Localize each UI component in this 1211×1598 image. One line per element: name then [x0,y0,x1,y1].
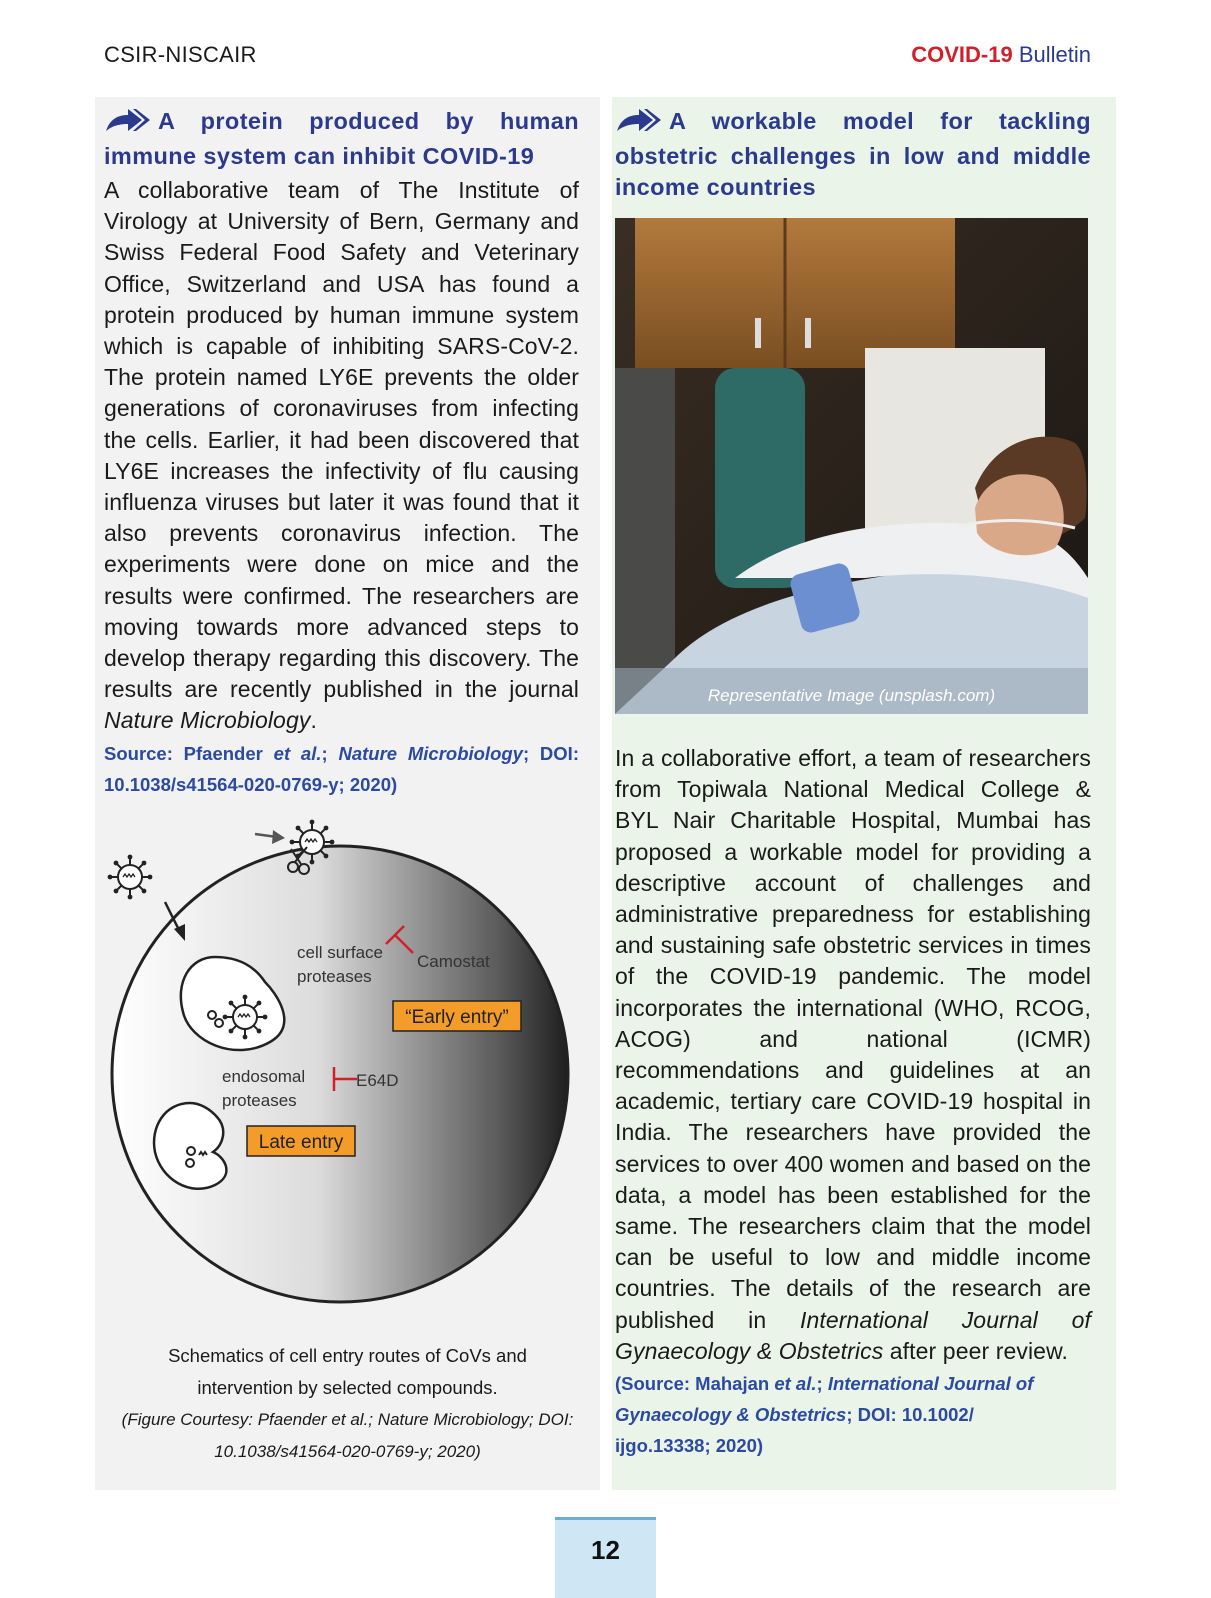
bulletin-covid-label: COVID-19 [911,42,1013,67]
label-endosomal-proteases: proteases [222,1091,297,1110]
left-body-text: A collaborative team of The Institute of Virology at University of Bern, Germany and Swiss Federal Food Safety and Veterinary Office, Switzerland and USA has found a protein produced by human immune system which is capable of inhibiting SARS-CoV-2. The protein named LY6E prevents the older generations of coronaviruses from infecting the cells. Earlier, it had been discovered that LY6E increases the infectivity of flu causing influenza viruses but later it was found that it also prevents coronavirus infection. The experiments were done on mice and the results were confirmed. The researchers are moving towards more advanced steps to develop therapy regarding this discovery. The results are recently published in the journal [104,177,579,703]
right-source-prefix: (Source: Mahajan [615,1373,775,1395]
arrow-icon [615,107,663,141]
left-source-sep: ; [321,742,339,764]
left-source-doi: ; DOI: 10.1038/s41564-020-0769-y; 2020) [104,742,579,795]
label-cell-surface: cell surface [297,943,383,962]
virus-icon [223,995,268,1040]
label-e64d: E64D [356,1071,399,1090]
left-body-journal: Nature Microbiology [104,707,311,734]
bulletin-label: Bulletin [1018,42,1091,67]
right-body-end: after peer review. [883,1337,1069,1364]
hospital-photo [615,218,1088,714]
right-article-heading [615,106,1091,203]
right-article [615,743,1091,1461]
right-source-sep: ; [816,1373,828,1395]
right-source-journal: International Journal of Gynaecology & Obstetrics [615,1373,1034,1426]
right-body-journal: International Journal of Gynaecology & Obstetrics [615,1306,1091,1364]
right-article-source [615,1368,1065,1461]
left-article [104,106,579,800]
right-body-text: In a collaborative effort, a team of researchers from Topiwala National Medical College & BYL Nair Charitable Hospital, Mumbai has proposed a workable model for providing a descriptive account of challenges and administrative preparedness for establishing and sustaining safe obstetric services in times of the COVID-19 pandemic. The model incorporates the international (WHO, RCOG, ACOG) and national (ICMR) recommendations and guidelines at an academic, tertiary care COVID-19 hospital in India. The researchers have provided the services to over 400 women and based on the data, a model has been established for the same. The researchers claim that the model can be useful to low and middle income countries. The details of the research are published in [615,745,1091,1333]
right-source-etal: et al. [774,1373,817,1395]
virus-icon [108,855,153,900]
left-source-journal: Nature Microbiology [338,742,523,764]
label-early-entry: “Early entry” [405,1007,509,1028]
page-number: 12 [555,1517,656,1598]
left-article-title: A protein produced by human immune system can inhibit COVID-19 [104,108,579,169]
left-article-heading [104,106,579,172]
right-article-panel [612,97,1116,1490]
label-endosomal: endosomal [222,1067,306,1086]
right-article-title: A workable model for tackling obstetric challenges in low and middle income countries [615,108,1091,200]
hospital-photo-illustration [615,218,1088,714]
left-source-prefix: Source: Pfaender [104,742,274,764]
arrow-icon [104,107,152,141]
right-article-body [615,743,1091,1367]
left-article-panel [95,97,600,1490]
left-article-body [104,175,579,737]
photo-caption: Representative Image (unsplash.com) [707,686,996,705]
label-proteases: proteases [297,967,372,986]
left-body-end: . [310,707,317,734]
caption-line-1: Schematics of cell entry routes of CoVs and [168,1345,527,1366]
caption-line-2: intervention by selected compounds. [197,1377,498,1398]
caption-courtesy-2: 10.1038/s41564-020-0769-y; 2020) [214,1442,481,1461]
left-article-source [104,738,579,800]
right-source-doi: ; DOI: 10.1002/ ijgo.13338; 2020) [615,1404,974,1457]
label-late-entry: Late entry [258,1132,344,1153]
label-camostat: Camostat [417,952,490,971]
cell-entry-schematic [95,817,600,1317]
publisher-name: CSIR-NISCAIR [104,42,257,67]
figure-caption [95,1340,600,1468]
caption-courtesy-1: (Figure Courtesy: Pfaender et al.; Nature Microbiology; DOI: [121,1410,574,1429]
cell-membrane [112,846,568,1302]
bulletin-title [911,42,1091,68]
left-source-etal: et al. [273,742,322,764]
